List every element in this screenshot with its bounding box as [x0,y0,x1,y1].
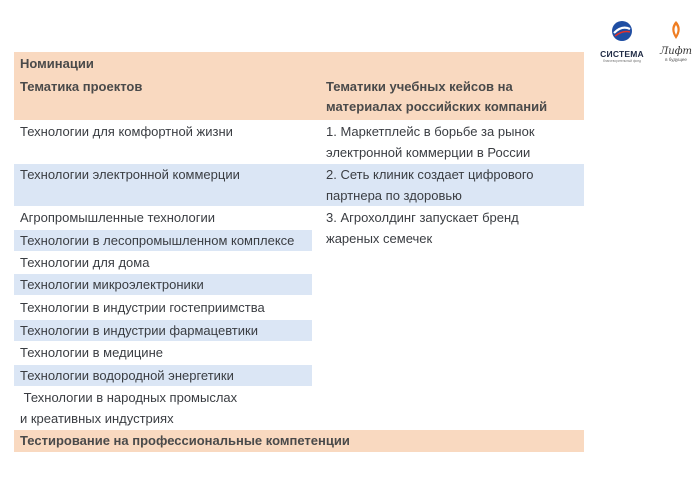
col2-header-line2: материалах российских компаний [326,99,548,114]
topic-item-last-line2: и креативных индустриях [20,411,174,426]
case-1-line1: 1. Маркетплейс в борьбе за рынок [326,124,535,139]
topic-item: Технологии в медицине [20,345,163,360]
topic-item: Технологии в индустрии фармацевтики [20,323,258,338]
col1-header: Тематика проектов [20,79,143,94]
lift-logo-sub: в будущее [665,57,687,62]
lift-logo [654,20,698,64]
col2-header-line1: Тематики учебных кейсов на [326,79,513,94]
topic-item: Технологии в индустрии гостеприимства [20,300,265,315]
topic-item: Технологии водородной энергетики [20,368,234,383]
nominations-title: Номинации [20,56,94,71]
lift-logo-name: Лифт [659,46,693,57]
sistema-logo-name: СИСТЕМА [600,49,644,59]
topic-item-last-line1: Технологии в народных промыслах [20,390,238,405]
case-2-line2: партнера по здоровью [326,188,462,203]
case-2-line1: 2. Сеть клиник создает цифрового [326,167,534,182]
topic-item: Технологии электронной коммерции [20,167,240,182]
lift-logo-icon [668,20,684,40]
topic-item: Агропромышленные технологии [20,210,216,225]
topic-item: Технологии микроэлектроники [20,277,204,292]
footer-text: Тестирование на профессиональные компетенции [20,433,350,448]
sistema-logo-sub: благотворительный фонд [603,59,641,63]
topic-item: Технологии для комфортной жизни [20,124,233,139]
case-3-line2: жареных семечек [326,231,433,246]
case-1-line2: электронной коммерции в России [326,145,531,160]
topic-item: Технологии в лесопромышленном комплексе [20,233,295,248]
sistema-logo-icon [611,20,633,42]
sistema-logo [596,20,648,64]
topic-item: Технологии для дома [20,255,150,270]
case-3-line1: 3. Агрохолдинг запускает бренд [326,210,519,225]
